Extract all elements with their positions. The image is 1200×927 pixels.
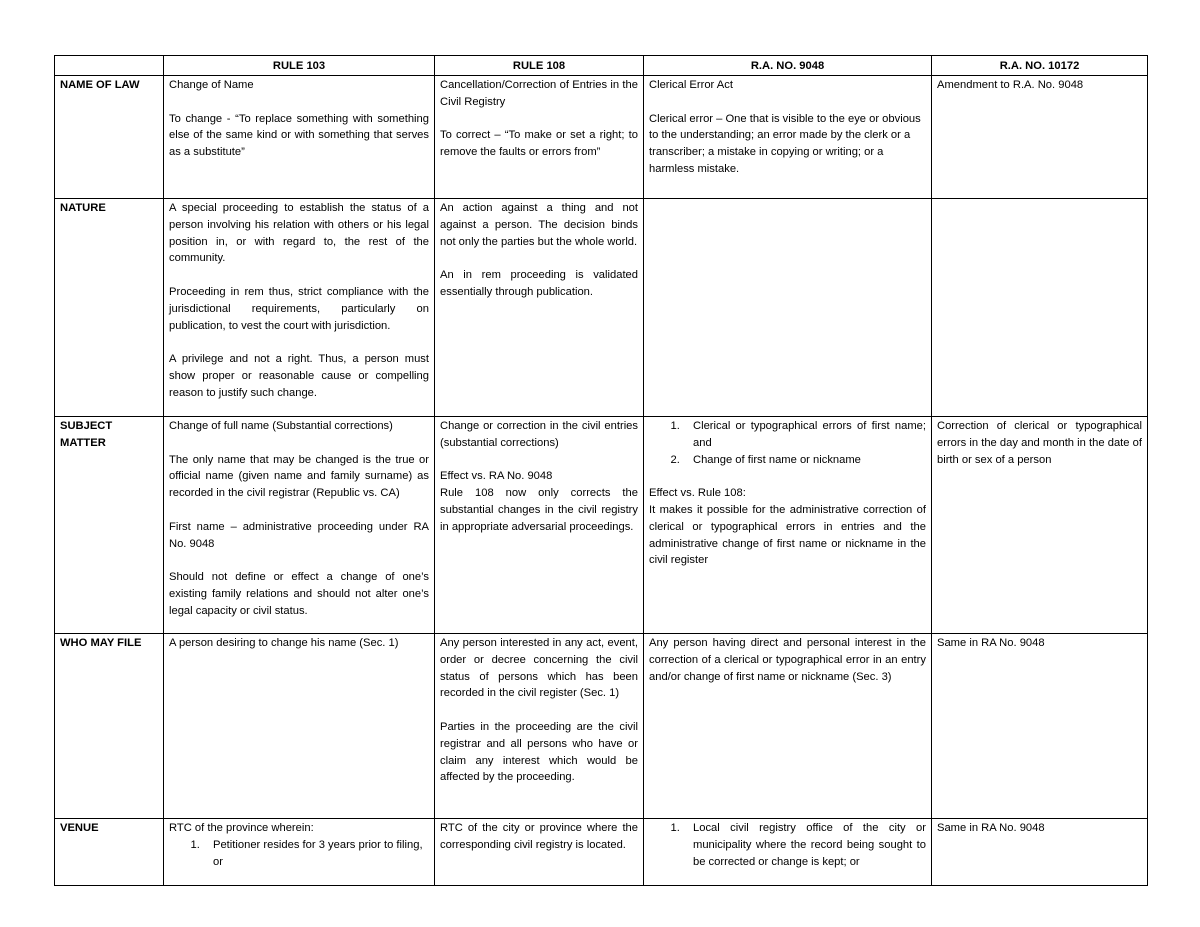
text: To correct – “To make or set a right; to remove the faults or errors from” [440,129,638,159]
cell-nature-ra-10172 [932,199,1148,417]
row-who-may-file [55,634,1148,819]
cell-subject-matter-ra-9048 [644,417,932,634]
list-item: 1. Local civil registry office of the city or municipality where the record being sought to be corrected or change is kept; or [683,820,926,870]
row-label-who-may-file: WHO MAY FILE [55,634,164,819]
text: A privilege and not a right. Thus, a person must show proper or reasonable cause or compelling reason to justify such change. [169,353,429,399]
text: Effect vs. Rule 108: [649,487,746,500]
text: An action against a thing and not against a person. The decision binds not only the parties but the whole world. [440,202,638,248]
text: Parties in the proceeding are the civil registrar and all persons who have or claim any interest which would be affected by the proceeding. [440,720,638,784]
cell-nature-rule-103 [164,199,435,417]
numbered-list [169,837,429,871]
text: Change or correction in the civil entries (substantial corrections) [440,420,638,449]
col-header-rule-103: RULE 103 [164,56,435,76]
row-label-name-of-law: NAME OF LAW [55,76,164,199]
cell-who-may-file-ra-9048 [644,634,932,819]
header-row [55,56,1148,76]
text: A person desiring to change his name (Sec. 1) [169,637,399,649]
cell-subject-matter-rule-103 [164,417,435,634]
row-label-subject-matter: SUBJECT MATTER [55,417,164,634]
text: Correction of clerical or typographical errors in the day and month in the date of birth or sex of a person [937,420,1142,466]
text: Any person having direct and personal interest in the correction of a clerical or typographical error in an entry and/or change of first name or nickname (Sec. 3) [649,637,926,683]
text: Amendment to R.A. No. 9048 [937,79,1084,91]
text: Should not define or effect a change of one’s existing family relations and should not alter one’s legal capacity or civil status. [169,571,429,617]
cell-who-may-file-rule-103 [164,634,435,819]
text: RTC of the province wherein: [169,822,314,834]
text: Same in RA No. 9048 [937,822,1045,834]
comparison-table [54,55,1148,886]
cell-venue-ra-9048 [644,819,932,886]
cell-name-of-law-ra-9048 [644,76,932,199]
cell-name-of-law-ra-10172 [932,76,1148,199]
text: Effect vs. RA No. 9048 [440,470,553,483]
cell-name-of-law-rule-103 [164,76,435,199]
numbered-list [649,418,926,468]
text: Change of Name [169,79,254,91]
cell-subject-matter-ra-10172 [932,417,1148,634]
cell-venue-rule-103 [164,819,435,886]
text: RTC of the city or province where the corresponding civil registry is located. [440,822,638,851]
text: The only name that may be changed is the true or official name (given name and family surname) as recorded in the civil registrar (Republic vs. CA) [169,453,429,500]
text: Rule 108 now only corrects the substantial changes in the civil registry in appropriate adversarial proceedings. [440,487,638,533]
text: Same in RA No. 9048 [937,637,1045,649]
numbered-list [649,820,926,870]
row-name-of-law [55,76,1148,199]
text: An in rem proceeding is validated essentially through publication. [440,269,638,298]
row-venue [55,819,1148,886]
list-item: 1. Petitioner resides for 3 years prior to filing, or [203,837,429,871]
text: Cancellation/Correction of Entries in the Civil Registry [440,79,638,108]
row-label-venue: VENUE [55,819,164,886]
cell-who-may-file-ra-10172 [932,634,1148,819]
col-header-ra-10172: R.A. NO. 10172 [932,56,1148,76]
cell-nature-rule-108 [435,199,644,417]
text: It makes it possible for the administrative correction of clerical or typographical errors in entries and the administrative change of first name or nickname in the civil register [649,503,926,567]
text: Change of full name (Substantial corrections) [169,420,393,432]
cell-name-of-law-rule-108 [435,76,644,199]
cell-venue-ra-10172 [932,819,1148,886]
row-subject-matter [55,417,1148,634]
col-header-rule-108: RULE 108 [435,56,644,76]
text: Proceeding in rem thus, strict compliance with the jurisdictional requirements, particularly on publication, to vest the court with jurisdiction. [169,285,429,332]
text: To change - “To replace something with something else of the same kind or with something that serves as a substitute” [169,112,429,159]
text: A special proceeding to establish the status of a person involving his relation with others or his legal position in, or with regard to, the rest of the community. [169,202,429,265]
row-label-nature: NATURE [55,199,164,417]
row-nature [55,199,1148,417]
cell-nature-ra-9048 [644,199,932,417]
cell-subject-matter-rule-108 [435,417,644,634]
list-item: 2. Change of first name or nickname [683,452,926,469]
col-header-ra-9048: R.A. NO. 9048 [644,56,932,76]
text: Any person interested in any act, event, order or decree concerning the civil status of persons which has been recorded in the civil register (Sec. 1) [440,637,638,700]
corner-cell [55,56,164,76]
text: Clerical Error Act [649,79,733,91]
cell-who-may-file-rule-108 [435,634,644,819]
text: First name – administrative proceeding under RA No. 9048 [169,520,429,550]
cell-venue-rule-108 [435,819,644,886]
text: Clerical error – One that is visible to the eye or obvious to the understanding; an error made by the clerk or a transcriber; a mistake in copying or writing; or a harmless mistake. [649,112,921,175]
list-item: 1. Clerical or typographical errors of first name; and [683,418,926,452]
